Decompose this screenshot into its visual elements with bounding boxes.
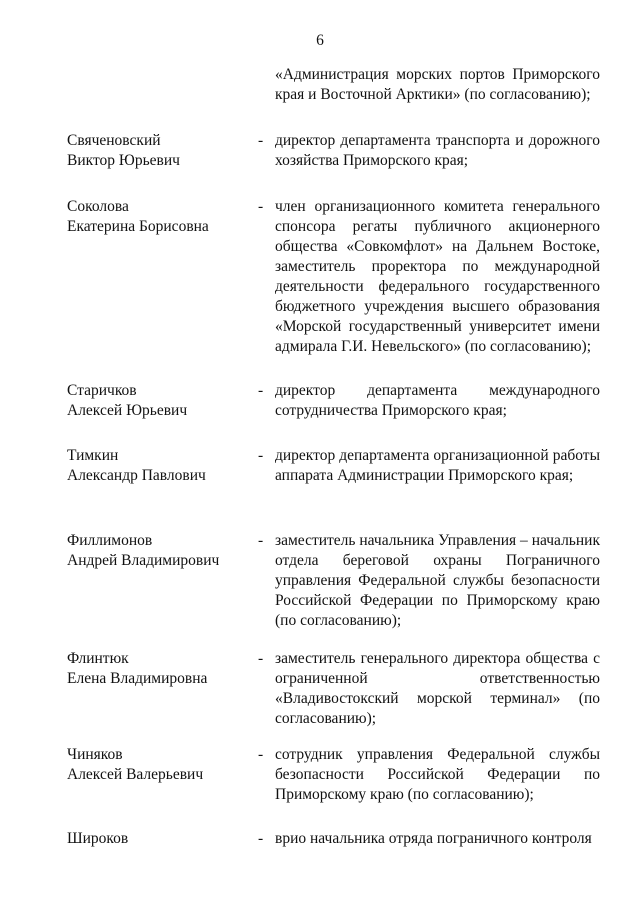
member-name: Филлимонов Андрей Владимирович [67, 532, 220, 569]
dash-separator: - [258, 532, 264, 549]
intro-text: «Администрация морских портов Приморского края и Восточной Арктики» (по согласованию); [275, 66, 600, 103]
dash-separator: - [258, 447, 264, 464]
dash-separator: - [258, 746, 264, 763]
member-name: Соколова Екатерина Борисовна [67, 198, 209, 235]
dash-separator: - [258, 830, 264, 847]
member-description: член организационного комитета генерального спонсора регаты публичного акционерного общества «Совкомфлот» на Дальнем Востоке, заместитель проректора по международной деятельности федерального государственного бюджетного учреждения высшего образования «Морской государственный университет имени адмирала Г.И. Невельского» (по согласованию); [275, 198, 600, 355]
member-name: Широков [67, 830, 129, 847]
dash-separator: - [258, 650, 264, 667]
member-name: Свяченовский Виктор Юрьевич [67, 132, 180, 169]
member-name: Тимкин Александр Павлович [67, 447, 206, 484]
dash-separator: - [258, 198, 264, 215]
page-number: 6 [316, 32, 324, 49]
member-name: Старичков Алексей Юрьевич [67, 382, 188, 419]
member-name: Чиняков Алексей Валерьевич [67, 746, 204, 783]
member-name: Флинтюк Елена Владимировна [67, 650, 208, 687]
member-description: директор департамента транспорта и дорожного хозяйства Приморского края; [275, 132, 600, 169]
member-description: директор департамента международного сотрудничества Приморского края; [275, 382, 600, 419]
member-description: заместитель начальника Управления – начальник отдела береговой охраны Пограничного управления Федеральной службы безопасности Российской Федерации по Приморскому краю (по согласованию); [275, 532, 600, 629]
member-description: врио начальника отряда пограничного контроля [275, 830, 592, 847]
member-description: сотрудник управления Федеральной службы безопасности Российской Федерации по Приморскому краю (по согласованию); [275, 746, 600, 803]
dash-separator: - [258, 382, 264, 399]
dash-separator: - [258, 132, 264, 149]
member-description: директор департамента организационной работы аппарата Администрации Приморского края; [275, 447, 600, 484]
member-description: заместитель генерального директора общества с ограниченной ответственностью «Владивостокский морской терминал» (по согласованию); [275, 650, 600, 727]
